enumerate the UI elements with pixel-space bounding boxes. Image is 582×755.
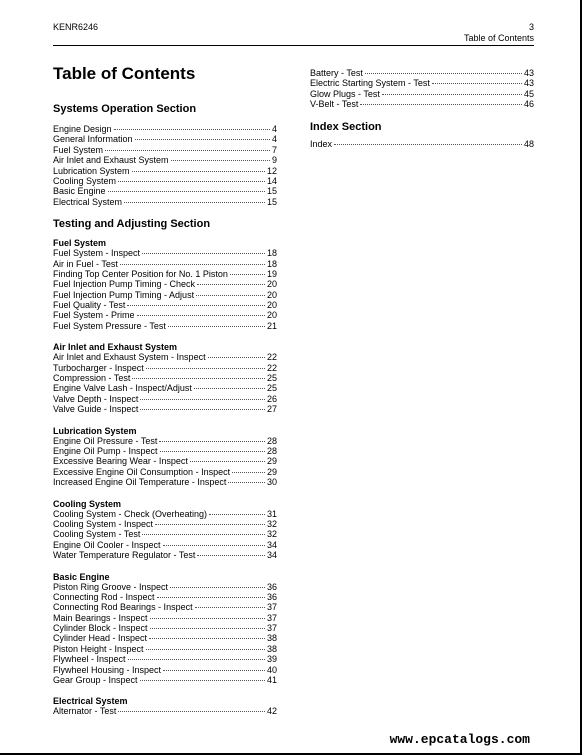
toc-entry-page: 38 (266, 633, 277, 644)
toc-entry[interactable] (53, 134, 277, 144)
dot-leader (105, 149, 270, 151)
toc-entry-page: 38 (266, 643, 277, 654)
toc-entry-page: 46 (523, 99, 534, 110)
toc-entry[interactable] (310, 89, 534, 99)
toc-entry-label: Engine Oil Cooler - Inspect (53, 539, 161, 550)
dot-leader (140, 398, 265, 400)
toc-entry-label: Fuel Quality - Test (53, 300, 126, 311)
toc-entry-page: 19 (266, 268, 277, 279)
subsection-heading: Fuel System (53, 238, 107, 249)
dot-leader (137, 314, 265, 316)
toc-entry-label: Excessive Engine Oil Consumption - Inspect (53, 466, 231, 477)
dot-leader (197, 283, 265, 285)
toc-entry-label: Electrical System (53, 196, 123, 207)
toc-entry-label: Basic Engine (53, 186, 106, 197)
toc-entry[interactable] (53, 300, 277, 310)
toc-entry[interactable] (53, 363, 277, 373)
toc-entry[interactable] (53, 166, 277, 176)
toc-entry-page: 7 (271, 144, 277, 155)
toc-entry-label: Cylinder Head - Inspect (53, 633, 148, 644)
toc-entry-page: 32 (266, 518, 277, 529)
toc-entry-page: 22 (266, 352, 277, 363)
section-heading-systems-operation: Systems Operation Section (53, 103, 197, 115)
index-entries (310, 139, 534, 149)
right-column (310, 68, 534, 149)
toc-entry[interactable] (53, 446, 277, 456)
toc-entry-page: 15 (266, 196, 277, 207)
toc-entry-label: Cooling System - Test (53, 529, 141, 540)
toc-entry-page: 41 (266, 675, 277, 686)
section-heading-index: Index Section (310, 120, 382, 133)
toc-entry-label: Air Inlet and Exhaust System - Inspect (53, 352, 206, 363)
toc-entry[interactable] (53, 279, 277, 289)
toc-entry[interactable] (53, 394, 277, 404)
toc-entry-page: 34 (266, 539, 277, 550)
toc-entry-label: Flywheel Housing - Inspect (53, 664, 162, 675)
toc-entry[interactable] (53, 644, 277, 654)
dot-leader (170, 586, 265, 588)
toc-entry-page: 27 (266, 404, 277, 415)
toc-entry-label: Increased Engine Oil Temperature - Inspect (53, 477, 227, 488)
toc-entry-page: 9 (271, 155, 277, 166)
dot-leader (159, 440, 265, 442)
dot-leader (157, 596, 265, 598)
toc-entry[interactable] (53, 613, 277, 623)
dot-leader (146, 648, 265, 650)
toc-entry[interactable] (53, 176, 277, 186)
dot-leader (114, 128, 270, 130)
toc-entry[interactable] (53, 259, 277, 269)
dot-leader (171, 159, 270, 161)
toc-entry-page: 28 (266, 445, 277, 456)
toc-entry-label: Fuel System - Prime (53, 310, 135, 321)
toc-entry-page: 21 (266, 320, 277, 331)
toc-entry-page: 12 (266, 165, 277, 176)
toc-entry-page: 30 (266, 477, 277, 488)
toc-entry[interactable] (53, 665, 277, 675)
toc-entry[interactable] (53, 248, 277, 258)
toc-entry-page: 43 (523, 78, 534, 89)
dot-leader (149, 637, 265, 639)
section-heading-testing-adjusting: Testing and Adjusting Section (53, 218, 211, 231)
toc-entry-page: 25 (266, 373, 277, 384)
toc-entry[interactable] (53, 550, 277, 560)
dot-leader (108, 190, 265, 192)
toc-entry[interactable] (53, 706, 277, 716)
dot-leader (163, 544, 265, 546)
dot-leader (132, 377, 265, 379)
running-title: Table of Contents (463, 33, 534, 43)
toc-entry-label: Finding Top Center Position for No. 1 Piston (53, 268, 228, 279)
toc-entry-page: 26 (266, 393, 277, 404)
toc-entry-page: 4 (271, 124, 277, 134)
subsection-heading: Air Inlet and Exhaust System (53, 342, 178, 353)
toc-entry[interactable] (53, 602, 277, 612)
toc-entry-page: 20 (266, 279, 277, 290)
dot-leader (118, 710, 265, 712)
dot-leader (232, 471, 265, 473)
toc-entry[interactable] (53, 145, 277, 155)
left-column (53, 102, 277, 717)
toc-entry[interactable] (53, 467, 277, 477)
dot-leader (432, 82, 522, 84)
group-spacer (53, 331, 277, 342)
dot-leader (160, 450, 265, 452)
toc-entry-page: 32 (266, 529, 277, 540)
toc-entry-label: Cylinder Block - Inspect (53, 623, 148, 634)
toc-entry-page: 45 (523, 88, 534, 99)
toc-entry-label: Compression - Test (53, 373, 131, 384)
toc-entry[interactable] (53, 456, 277, 466)
toc-entry-label: Air in Fuel - Test (53, 258, 118, 269)
toc-entry[interactable] (310, 78, 534, 88)
dot-leader (360, 103, 522, 105)
dot-leader (155, 523, 265, 525)
toc-entry-label: Alternator - Test (53, 706, 117, 717)
toc-entry[interactable] (53, 186, 277, 196)
dot-leader (132, 170, 265, 172)
toc-entry[interactable] (53, 290, 277, 300)
toc-entry[interactable] (53, 592, 277, 602)
dot-leader (228, 481, 265, 483)
toc-entry-label: Gear Group - Inspect (53, 675, 138, 686)
dot-leader (163, 669, 265, 671)
toc-entry-label: Index (310, 138, 333, 149)
toc-entry-page: 29 (266, 456, 277, 467)
group-spacer (53, 685, 277, 696)
dot-leader (208, 356, 265, 358)
toc-entry[interactable] (53, 197, 277, 207)
toc-entry[interactable] (53, 269, 277, 279)
toc-entry-page: 20 (266, 289, 277, 300)
toc-entry-label: Fuel Injection Pump Timing - Adjust (53, 289, 195, 300)
dot-leader (127, 304, 265, 306)
toc-entry[interactable] (53, 582, 277, 592)
dot-leader (195, 606, 265, 608)
dot-leader (118, 180, 265, 182)
toc-entry-page: 31 (266, 508, 277, 519)
toc-entry-label: Piston Height - Inspect (53, 643, 144, 654)
toc-entry-page: 37 (266, 602, 277, 613)
toc-entry-page: 22 (266, 362, 277, 373)
toc-entry-label: Flywheel - Inspect (53, 654, 126, 665)
toc-entry[interactable] (53, 352, 277, 362)
toc-entry-page: 43 (523, 68, 534, 78)
dot-leader (150, 617, 265, 619)
toc-entry-label: Fuel System Pressure - Test (53, 320, 166, 331)
toc-entry-label: Electric Starting System - Test (310, 78, 430, 89)
toc-entry-page: 48 (523, 138, 534, 149)
toc-entry[interactable] (53, 321, 277, 331)
dot-leader (365, 72, 522, 74)
toc-entry-label: Valve Depth - Inspect (53, 393, 139, 404)
toc-entry[interactable] (53, 633, 277, 643)
toc-entry[interactable] (53, 436, 277, 446)
toc-entry-page: 20 (266, 310, 277, 321)
toc-entry-label: Cooling System (53, 175, 117, 186)
toc-entry[interactable] (53, 477, 277, 487)
group-spacer (53, 415, 277, 426)
watermark-url: www.epcatalogs.com (389, 732, 530, 747)
toc-entry-page: 25 (266, 383, 277, 394)
dot-leader (382, 93, 522, 95)
toc-entry[interactable] (53, 675, 277, 685)
toc-entry[interactable] (53, 310, 277, 320)
toc-entry[interactable] (310, 99, 534, 109)
toc-entry-page: 34 (266, 550, 277, 561)
group-spacer (53, 561, 277, 572)
toc-entry-label: Engine Oil Pressure - Test (53, 435, 158, 446)
toc-entry[interactable] (53, 124, 277, 134)
subsection-heading: Cooling System (53, 498, 122, 509)
toc-entry[interactable] (310, 68, 534, 78)
testing-adjusting-groups (53, 238, 277, 717)
toc-entry-page: 18 (266, 258, 277, 269)
toc-entry-label: Air Inlet and Exhaust System (53, 155, 169, 166)
dot-leader (150, 627, 265, 629)
toc-entry-label: General Information (53, 134, 133, 145)
dot-leader (128, 658, 265, 660)
toc-entry-label: Fuel System - Inspect (53, 248, 141, 259)
dot-leader (334, 143, 522, 145)
dot-leader (197, 554, 265, 556)
page-title: Table of Contents (53, 64, 196, 83)
toc-entry[interactable] (53, 404, 277, 414)
dot-leader (230, 273, 265, 275)
subsection-heading: Basic Engine (53, 571, 110, 582)
toc-entry-page: 39 (266, 654, 277, 665)
toc-entry-label: Cooling System - Check (Overheating) (53, 508, 208, 519)
dot-leader (140, 679, 265, 681)
dot-leader (168, 325, 265, 327)
toc-entry[interactable] (53, 383, 277, 393)
toc-entry-label: Lubrication System (53, 165, 130, 176)
toc-entry-page: 36 (266, 581, 277, 592)
dot-leader (142, 533, 265, 535)
header-rule (53, 45, 534, 46)
toc-entry-page: 14 (266, 175, 277, 186)
toc-entry-label: Cooling System - Inspect (53, 518, 154, 529)
document-id: KENR6246 (53, 22, 99, 32)
dot-leader (194, 387, 265, 389)
toc-entry-label: Piston Ring Groove - Inspect (53, 581, 169, 592)
toc-entry[interactable] (53, 540, 277, 550)
toc-entry-label: Fuel System (53, 144, 104, 155)
toc-entry-label: Glow Plugs - Test (310, 88, 380, 99)
subsection-heading: Electrical System (53, 696, 128, 707)
dot-leader (124, 201, 265, 203)
toc-entry[interactable] (53, 519, 277, 529)
page-number: 3 (528, 22, 534, 32)
toc-entry-page: 15 (266, 186, 277, 197)
toc-entry[interactable] (53, 623, 277, 633)
toc-entry-label: Connecting Rod - Inspect (53, 591, 155, 602)
toc-entry-page: 37 (266, 612, 277, 623)
toc-entry-label: Fuel Injection Pump Timing - Check (53, 279, 196, 290)
toc-entry-page: 28 (266, 435, 277, 446)
toc-entry-label: Valve Guide - Inspect (53, 404, 139, 415)
dot-leader (190, 460, 265, 462)
systems-operation-entries (53, 124, 277, 207)
toc-entry-label: Water Temperature Regulator - Test (53, 550, 196, 561)
toc-entry[interactable] (53, 509, 277, 519)
dot-leader (135, 138, 270, 140)
dot-leader (146, 367, 265, 369)
toc-entry-page: 42 (266, 706, 277, 717)
toc-entry-label: Engine Design (53, 124, 112, 134)
toc-entry-label: Main Bearings - Inspect (53, 612, 148, 623)
dot-leader (140, 408, 265, 410)
toc-entry-page: 37 (266, 623, 277, 634)
dot-leader (120, 263, 265, 265)
toc-entry[interactable] (53, 373, 277, 383)
toc-entry-page: 36 (266, 591, 277, 602)
continued-entries (310, 68, 534, 110)
toc-entry-label: Excessive Bearing Wear - Inspect (53, 456, 188, 467)
dot-leader (196, 294, 265, 296)
dot-leader (209, 513, 265, 515)
toc-entry-label: Battery - Test (310, 68, 363, 78)
dot-leader (142, 252, 265, 254)
toc-entry-label: Engine Valve Lash - Inspect/Adjust (53, 383, 192, 394)
toc-entry-label: Connecting Rod Bearings - Inspect (53, 602, 193, 613)
toc-entry[interactable] (53, 155, 277, 165)
toc-entry[interactable] (53, 654, 277, 664)
toc-entry[interactable] (310, 139, 534, 149)
toc-entry[interactable] (53, 529, 277, 539)
toc-entry-page: 18 (266, 248, 277, 259)
toc-entry-label: V-Belt - Test (310, 99, 359, 110)
toc-entry-page: 20 (266, 300, 277, 311)
group-spacer (53, 488, 277, 499)
toc-entry-page: 4 (271, 134, 277, 145)
toc-entry-label: Engine Oil Pump - Inspect (53, 445, 158, 456)
toc-entry-page: 29 (266, 466, 277, 477)
subsection-heading: Lubrication System (53, 425, 137, 436)
toc-entry-label: Turbocharger - Inspect (53, 362, 144, 373)
toc-entry-page: 40 (266, 664, 277, 675)
